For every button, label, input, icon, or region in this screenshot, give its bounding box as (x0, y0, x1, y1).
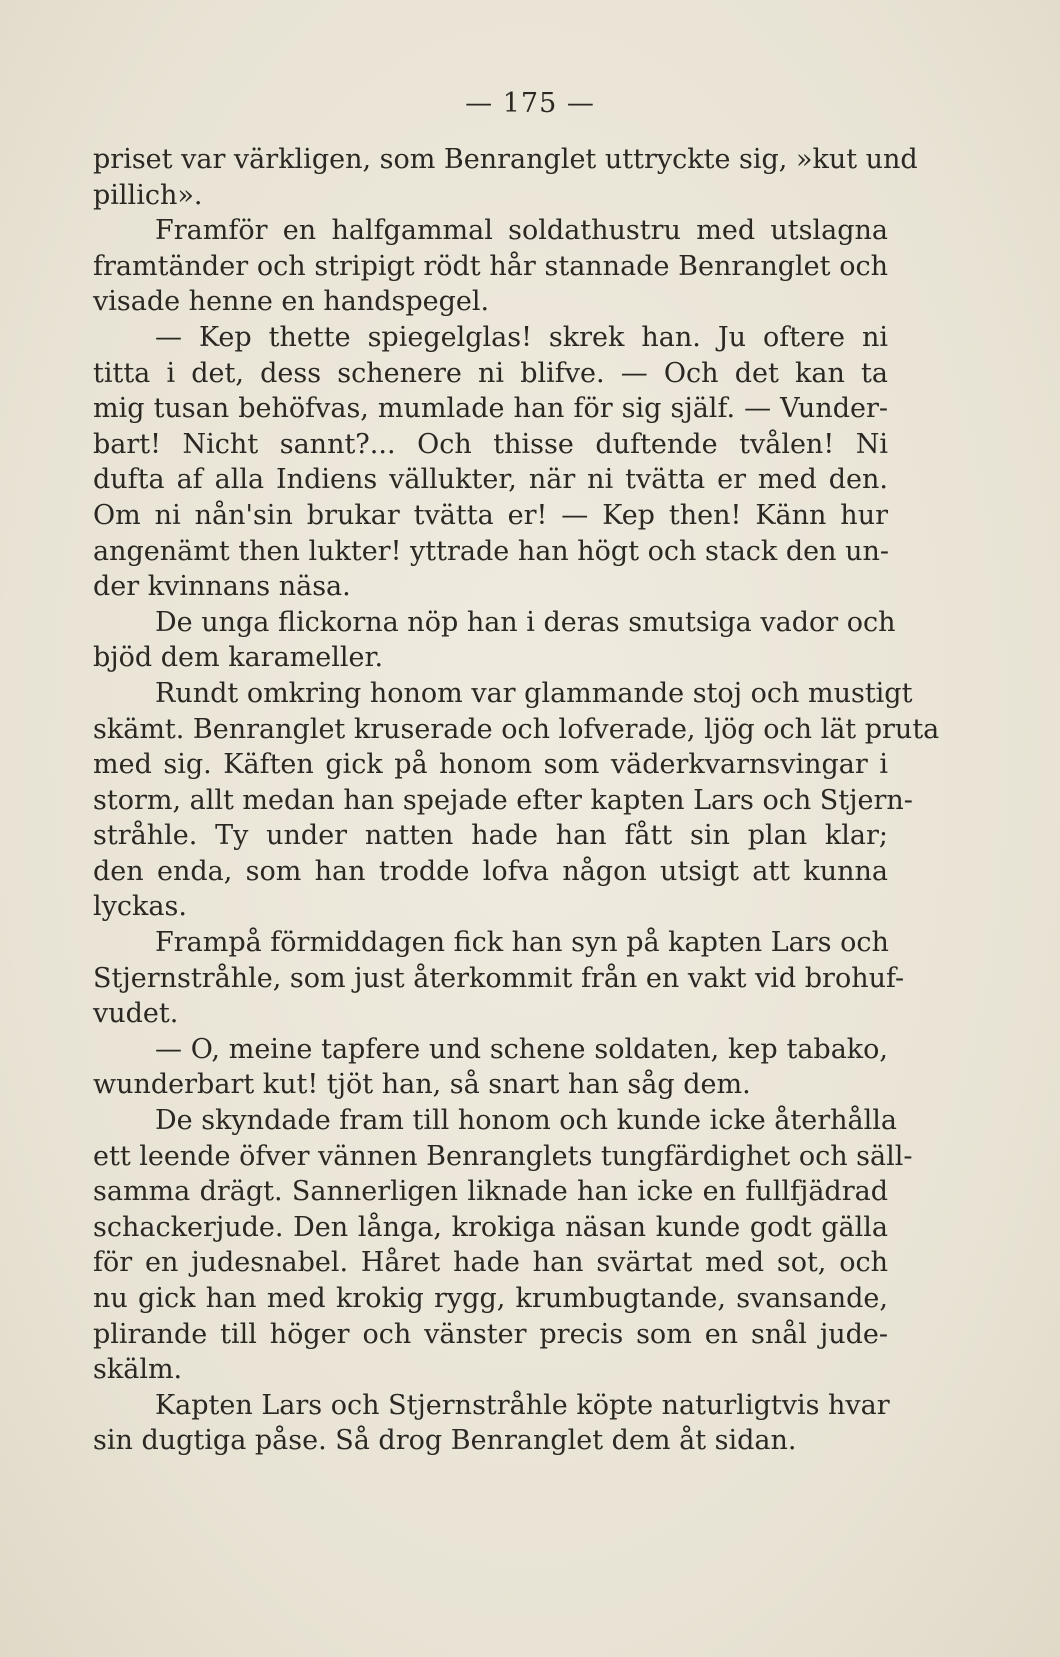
body-text (93, 142, 940, 1459)
text-line: för en judesnabel. Håret hade han svärtat med sot, och (93, 1247, 888, 1279)
text-line: wunderbart kut! tjöt han, så snart han såg dem. (93, 1069, 751, 1101)
text-line: framtänder och stripigt rödt hår stannade Benranglet och (93, 250, 888, 282)
text-line: dufta af alla Indiens vällukter, när ni tvätta er med den. (93, 464, 888, 496)
text-line: Frampå förmiddagen fick han syn på kapten Lars och (155, 927, 889, 959)
text-line: De skyndade fram till honom och kunde icke återhålla (155, 1105, 897, 1137)
text-line: samma drägt. Sannerligen liknade han icke en fullfjädrad (93, 1176, 888, 1208)
text-line: der kvinnans näsa. (93, 571, 351, 603)
text-line: bart! Nicht sannt?... Och thisse duftende tvålen! Ni (93, 428, 888, 460)
text-line: — Kep thette spiegelglas! skrek han. Ju oftere ni (155, 321, 888, 353)
text-line: — O, meine tapfere und schene soldaten, kep tabako, (155, 1033, 888, 1065)
text-line: storm, allt medan han spejade efter kapten Lars och Stjern- (93, 784, 913, 816)
text-line: nu gick han med krokig rygg, krumbugtande, svansande, (93, 1283, 888, 1314)
text-line: schackerjude. Den långa, krokiga näsan kunde godt gälla (93, 1211, 888, 1243)
text-line: priset var värkligen, som Benranglet uttryckte sig, »kut und (93, 144, 918, 175)
text-line: angenämt then lukter! yttrade han högt och stack den un- (93, 535, 889, 567)
text-line: Framför en halfgammal soldathustru med utslagna (155, 215, 888, 247)
text-line: stråhle. Ty under natten hade han fått sin plan klar; (93, 820, 888, 852)
text-line: plirande till höger och vänster precis som en snål jude- (93, 1318, 888, 1350)
text-line: bjöd dem karameller. (93, 642, 384, 674)
text-line: titta i det, dess schenere ni blifve. — Och det kan ta (93, 357, 888, 389)
text-line: skämt. Benranglet kruserade och lofverade, ljög och lät pruta (93, 713, 940, 745)
text-line: visade henne en handspegel. (93, 286, 490, 318)
text-line: De unga flickorna nöp han i deras smutsiga vador och (155, 606, 896, 638)
text-line: Kapten Lars och Stjernstråhle köpte naturligtvis hvar (155, 1389, 890, 1421)
text-line: ett leende öfver vännen Benranglets tungfärdighet och säll- (93, 1140, 913, 1172)
text-line: mig tusan behöfvas, mumlade han för sig själf. — Vunder- (93, 393, 888, 425)
text-line: med sig. Käften gick på honom som väderkvarnsvingar i (93, 749, 888, 781)
text-line: pillich». (93, 179, 203, 211)
text-line: lyckas. (93, 891, 187, 923)
text-line: Stjernstråhle, som just återkommit från en vakt vid brohuf- (93, 962, 905, 994)
text-line: skälm. (93, 1354, 183, 1386)
text-line: Om ni nån'sin brukar tvätta er! — Kep then! Känn hur (93, 499, 888, 531)
text-line: sin dugtiga påse. Så drog Benranglet dem åt sidan. (93, 1425, 797, 1457)
text-line: vudet. (93, 998, 179, 1030)
page-number: — 175 — (465, 88, 595, 119)
text-line: den enda, som han trodde lofva någon utsigt att kunna (93, 855, 888, 887)
text-line: Rundt omkring honom var glammande stoj och mustigt (155, 677, 913, 709)
